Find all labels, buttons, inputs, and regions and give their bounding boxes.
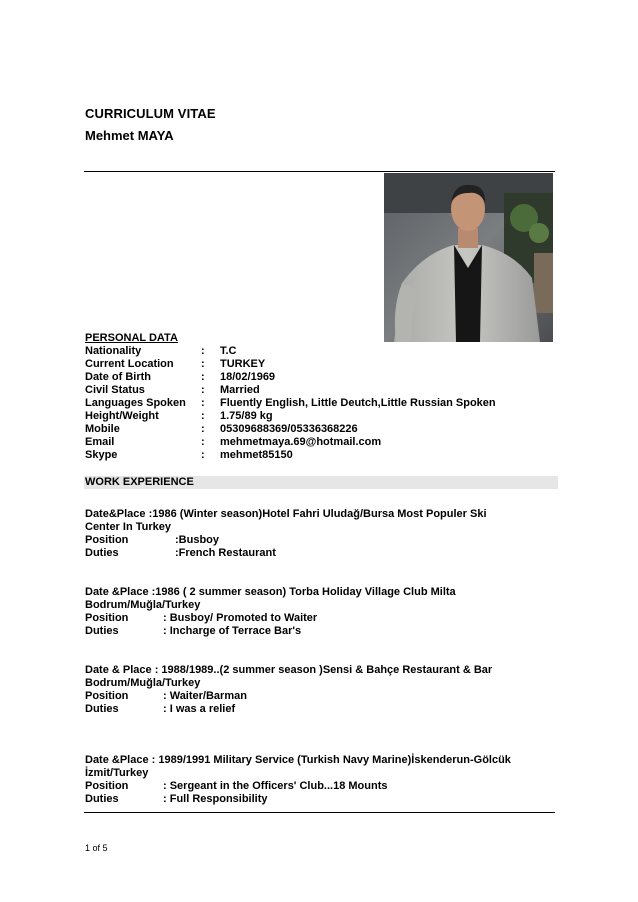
work-location: Bodrum/Muğla/Turkey	[85, 677, 201, 689]
person-name: Mehmet MAYA	[85, 128, 174, 143]
personal-data-colon: :	[201, 449, 205, 461]
work-position-label: Position	[85, 534, 129, 546]
work-position-label: Position	[85, 780, 129, 792]
personal-data-heading: PERSONAL DATA	[85, 332, 178, 344]
portrait-image	[384, 173, 553, 342]
personal-data-colon: :	[201, 371, 205, 383]
personal-data-value: 05309688369/05336368226	[220, 423, 358, 435]
work-location: Center In Turkey	[85, 521, 171, 533]
personal-data-value: Married	[220, 384, 260, 396]
personal-data-value: mehmet85150	[220, 449, 293, 461]
work-position-label: Position	[85, 612, 129, 624]
work-duties-label: Duties	[85, 547, 119, 559]
work-date-place: Date & Place : 1988/1989..(2 summer season )Sensi & Bahçe Restaurant & Bar	[85, 664, 493, 676]
personal-data-value: TURKEY	[220, 358, 266, 370]
personal-data-value: Fluently English, Little Deutch,Little Russian Spoken	[220, 397, 496, 409]
personal-data-colon: :	[201, 410, 205, 422]
personal-data-colon: :	[201, 397, 205, 409]
personal-data-colon: :	[201, 423, 205, 435]
work-location: İzmit/Turkey	[85, 767, 149, 779]
profile-photo	[384, 173, 553, 342]
personal-data-label: Email	[85, 436, 115, 448]
personal-data-label: Mobile	[85, 423, 120, 435]
work-duties-label: Duties	[85, 793, 119, 805]
personal-data-value: mehmetmaya.69@hotmail.com	[220, 436, 382, 448]
personal-data-label: Current Location	[85, 358, 174, 370]
page-number: 1 of 5	[85, 843, 108, 853]
personal-data-label: Height/Weight	[85, 410, 159, 422]
personal-data-value: 18/02/1969	[220, 371, 276, 383]
work-duties-value: :French Restaurant	[175, 547, 276, 559]
work-position-value: : Sergeant in the Officers' Club...18 Mounts	[163, 780, 388, 792]
personal-data-colon: :	[201, 436, 205, 448]
work-position-value: :Busboy	[175, 534, 219, 546]
personal-data-label: Nationality	[85, 345, 142, 357]
work-date-place: Date &Place : 1989/1991 Military Service (Turkish Navy Marine)İskenderun-Gölcük	[85, 754, 511, 766]
page-title: CURRICULUM VITAE	[85, 106, 216, 121]
work-experience-heading: WORK EXPERIENCE	[85, 476, 194, 488]
personal-data-value: T.C	[220, 345, 237, 357]
work-duties-value: : Incharge of Terrace Bar's	[163, 625, 302, 637]
work-position-value: : Busboy/ Promoted to Waiter	[163, 612, 318, 624]
work-position-value: : Waiter/Barman	[163, 690, 247, 702]
work-duties-value: : I was a relief	[163, 703, 236, 715]
personal-data-colon: :	[201, 345, 205, 357]
top-rule	[84, 171, 555, 172]
work-location: Bodrum/Muğla/Turkey	[85, 599, 201, 611]
work-duties-label: Duties	[85, 703, 119, 715]
work-duties-value: : Full Responsibility	[163, 793, 268, 805]
personal-data-colon: :	[201, 358, 205, 370]
bottom-rule	[84, 812, 555, 813]
personal-data-label: Skype	[85, 449, 118, 461]
personal-data-value: 1.75/89 kg	[220, 410, 273, 422]
personal-data-colon: :	[201, 384, 205, 396]
work-position-label: Position	[85, 690, 129, 702]
work-date-place: Date &Place :1986 ( 2 summer season) Torba Holiday Village Club Milta	[85, 586, 456, 598]
work-date-place: Date&Place :1986 (Winter season)Hotel Fahri Uludağ/Bursa Most Populer Ski	[85, 508, 487, 520]
work-duties-label: Duties	[85, 625, 119, 637]
personal-data-label: Civil Status	[85, 384, 145, 396]
personal-data-label: Date of Birth	[85, 371, 151, 383]
personal-data-label: Languages Spoken	[85, 397, 186, 409]
